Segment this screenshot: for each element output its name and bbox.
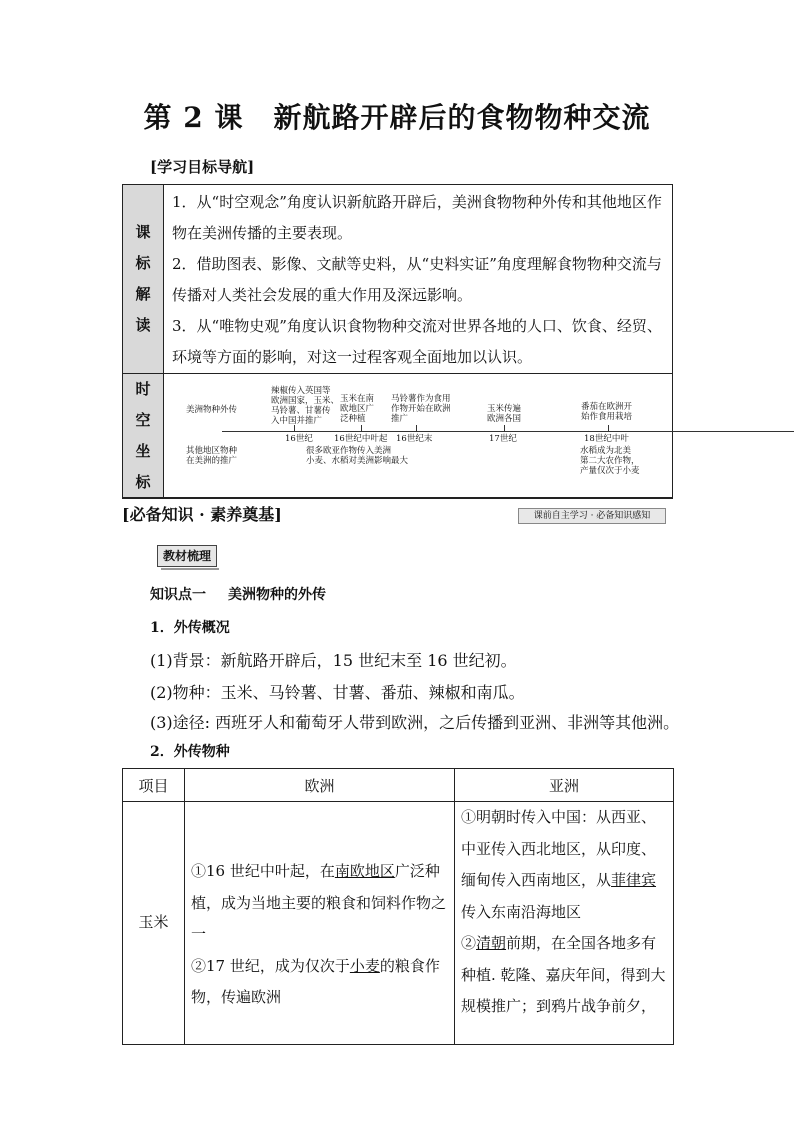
goals-table — [122, 184, 673, 499]
section-heading: 2．外传物种 — [150, 744, 230, 760]
table-header: 亚洲 — [455, 769, 674, 802]
timeline-event: 玉米传遍 欧洲各国 — [487, 404, 522, 424]
goals-content — [164, 185, 673, 374]
material-badge: 教材梳理 — [157, 545, 217, 567]
asia-cell: ①明朝时传入中国：从西亚、中亚传入西北地区，从印度、缅甸传入西南地区，从菲律宾传入东南沿海地区 ②清朝前期，在全国各地多有种植. 乾隆、嘉庆年间，得到大规模推广；到鸦片战争前夕， — [455, 802, 674, 1045]
goal-item: 3．从“唯物史观”角度认识食物物种交流对世界各地的人口、饮食、经贸、环境等方面的影响，对这一过程客观全面地加以认识。 — [172, 317, 662, 366]
species-table — [122, 768, 674, 1045]
section-heading: 1．外传概况 — [150, 620, 230, 636]
timeline-event: 番茄在欧洲开 始作食用栽培 — [581, 402, 633, 422]
timeline-event: 马铃薯作为食用 作物开始在欧洲 推广 — [391, 394, 451, 424]
timeline-tick — [416, 425, 417, 431]
text-line: (1)背景：新航路开辟后，15 世纪末至 16 世纪初。 — [150, 651, 517, 670]
timeline-top-left: 美洲物种外传 — [186, 405, 238, 415]
section-banner-tag: 课前自主学习 · 必备知识感知 — [518, 508, 666, 524]
section-banner: [必备知识 · 素养奠基] — [122, 505, 282, 524]
goals-side-label: 课 标 解 读 — [123, 185, 164, 374]
goal-item: 1．从“时空观念”角度认识新航路开辟后，美洲食物物种外传和其他地区作物在美洲传播的主要表现。 — [172, 193, 662, 242]
timeline-bottom-left: 其他地区物种 在美洲的推广 — [186, 446, 238, 466]
table-row — [123, 802, 674, 1045]
row-item-label: 玉米 — [123, 802, 185, 1045]
timeline-axis — [222, 431, 794, 432]
goal-item: 2．借助图表、影像、文献等史料，从“史料实证”角度理解食物物种交流与传播对人类社会发展的重大作用及深远影响。 — [172, 255, 662, 304]
text-line: (2)物种：玉米、马铃薯、甘薯、番茄、辣椒和南瓜。 — [150, 683, 525, 702]
timeline-event: 水稻成为北美 第二大农作物， 产量仅次于小麦 — [580, 446, 640, 476]
lesson-name: 新航路开辟后的食物物种交流 — [273, 101, 651, 134]
lesson-number: 第 2 课 — [143, 101, 244, 134]
goals-tag: [学习目标导航] — [150, 158, 255, 176]
timeline-event: 玉米在南 欧地区广 泛种植 — [340, 394, 375, 424]
page-title — [0, 96, 794, 136]
timeline-tick — [294, 425, 295, 431]
table-header: 欧洲 — [185, 769, 455, 802]
text-line: (3)途径: 西班牙人和葡萄牙人带到欧洲，之后传播到亚洲、非洲等其他洲。 — [150, 713, 680, 732]
timeline-tick-label: 16世纪末 — [396, 434, 433, 444]
timeline-event: 辣椒传入英国等 欧洲国家，玉米、 马铃薯、甘薯传 入中国并推广 — [271, 386, 340, 426]
timeline-tick-label: 17世纪 — [489, 434, 517, 444]
table-header: 项目 — [123, 769, 185, 802]
timeline-tick — [504, 425, 505, 431]
timeline-tick-label: 16世纪中叶起 — [334, 434, 388, 444]
knowledge-point-title: 知识点一 美洲物种的外传 — [150, 587, 326, 603]
banner-divider — [122, 497, 673, 498]
europe-cell: ①16 世纪中叶起，在南欧地区广泛种植，成为当地主要的粮食和饲料作物之一 ②17 世纪，成为仅次于小麦的粮食作物，传遍欧洲 — [185, 802, 455, 1045]
timeline-tick — [608, 425, 609, 431]
timeline-tick-label: 16世纪 — [285, 434, 313, 444]
timeline-tick-label: 18世纪中叶 — [584, 434, 629, 444]
timeline-tick — [361, 425, 362, 431]
timeline-side-label: 时 空 坐 标 — [123, 374, 164, 499]
timeline — [164, 374, 673, 499]
timeline-event: 很多欧亚作物传入美洲 小麦、水稻对美洲影响最大 — [306, 446, 409, 466]
